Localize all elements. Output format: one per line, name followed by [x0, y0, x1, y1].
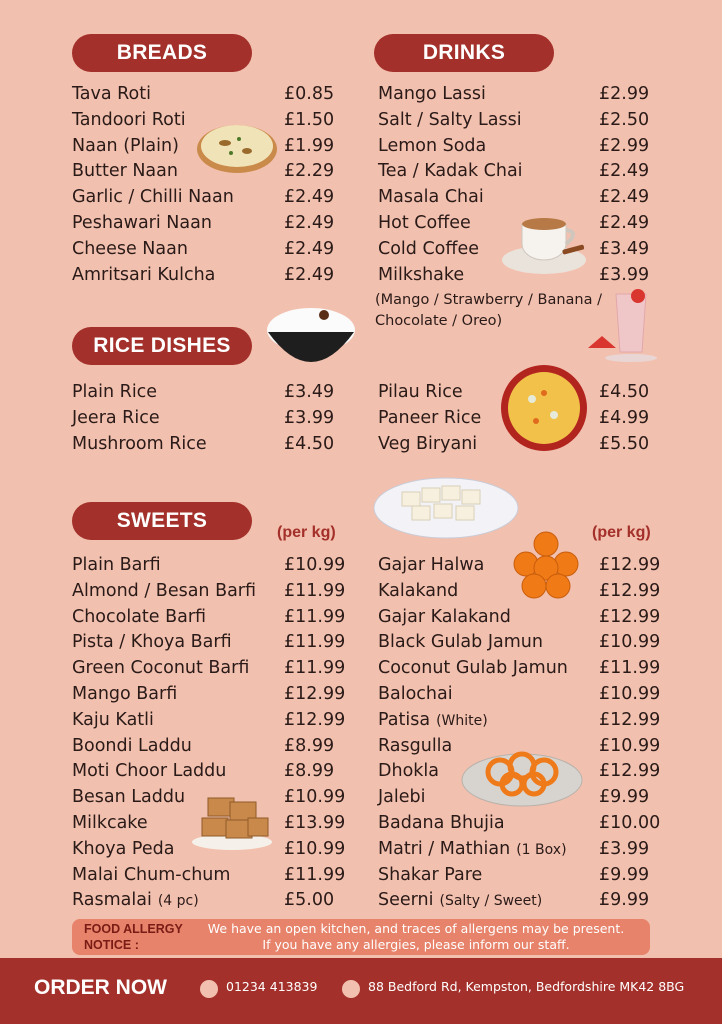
- allergy-notice: [72, 919, 650, 955]
- menu-item-name: Hot Coffee: [378, 212, 471, 233]
- location-pin-icon: [342, 980, 360, 998]
- menu-item-name: Matri / Mathian (1 Box): [378, 838, 567, 859]
- menu-item-price: £10.99: [599, 632, 661, 653]
- menu-item: [378, 837, 658, 863]
- menu-item-name: Seerni (Salty / Sweet): [378, 890, 543, 911]
- menu-item-note: (Salty / Sweet): [439, 893, 543, 910]
- menu-item: [72, 682, 346, 708]
- menu-item-price: £11.99: [284, 632, 346, 653]
- menu-item: [72, 579, 346, 605]
- menu-item-price: £9.99: [599, 787, 650, 808]
- menu-item-note: (4 pc): [157, 893, 199, 910]
- menu-item-name: Chocolate Barfi: [72, 606, 207, 627]
- menu-item-name: Masala Chai: [378, 187, 484, 208]
- menu-item-name: Mango Lassi: [378, 84, 486, 104]
- menu-item-price: £12.99: [599, 555, 661, 575]
- menu-item: [378, 656, 661, 682]
- menu-item: [72, 380, 342, 406]
- barfi-plate-image: [372, 470, 520, 542]
- menu-item: [72, 553, 346, 579]
- milkshake-flavours-note: (Mango / Strawberry / Banana / Chocolate / Oreo): [375, 292, 602, 329]
- menu-item-name: Dhokla: [378, 761, 439, 782]
- sweets-heading: SWEETS: [72, 502, 252, 540]
- menu-item-name: Plain Rice: [72, 382, 158, 402]
- milkcake-image: [190, 790, 274, 852]
- menu-item: [72, 734, 342, 760]
- menu-item-name: Salt / Salty Lassi: [378, 109, 522, 130]
- menu-item-name: Pista / Khoya Barfi: [72, 632, 232, 653]
- allergy-notice-message: [192, 921, 640, 953]
- breads-list: [72, 82, 342, 288]
- laddu-image: [510, 530, 582, 600]
- order-now-label: ORDER NOW: [34, 976, 167, 999]
- naan-image: [195, 115, 279, 177]
- menu-item-price: £11.99: [599, 658, 661, 679]
- menu-item: [378, 888, 658, 914]
- menu-item-name: Kalakand: [378, 580, 459, 601]
- menu-item-name: Jalebi: [378, 787, 426, 808]
- menu-item: [378, 108, 658, 134]
- menu-item-price: £12.99: [599, 761, 661, 782]
- menu-item: [378, 82, 658, 108]
- menu-item-price: £9.99: [599, 890, 650, 911]
- menu-item-price: £0.85: [284, 84, 335, 104]
- menu-item-name: Plain Barfi: [72, 555, 161, 575]
- menu-item-price: £5.50: [599, 433, 650, 454]
- menu-item-price: £3.49: [599, 238, 650, 259]
- allergy-notice-title: FOOD ALLERGY NOTICE :: [84, 922, 183, 952]
- menu-item-name: Mushroom Rice: [72, 433, 207, 454]
- menu-item-price: £10.99: [284, 787, 346, 808]
- address: 88 Bedford Rd, Kempston, Bedfordshire MK42 8BG: [368, 979, 685, 994]
- chai-cup-image: [500, 202, 588, 276]
- menu-item-name: Coconut Gulab Jamun: [378, 658, 568, 679]
- menu-item-price: £12.99: [284, 683, 346, 704]
- menu-item: [378, 863, 658, 889]
- menu-item: [378, 708, 661, 734]
- menu-item-price: £4.99: [599, 407, 650, 428]
- sweets-list-left: [72, 553, 346, 914]
- menu-item-price: £12.99: [599, 606, 661, 627]
- jalebi-image: [460, 738, 584, 810]
- menu-item-price: £2.49: [284, 238, 335, 259]
- menu-item-name: Gajar Kalakand: [378, 606, 511, 627]
- menu-item-name: Pilau Rice: [378, 382, 463, 402]
- breads-heading: BREADS: [72, 34, 252, 72]
- menu-item-price: £11.99: [284, 658, 346, 679]
- menu-item-name: Amritsari Kulcha: [72, 264, 216, 285]
- menu-item: [72, 406, 342, 432]
- menu-item-name: Naan (Plain): [72, 135, 179, 156]
- sweets-list-right: [378, 553, 661, 914]
- menu-item-price: £10.99: [284, 555, 346, 575]
- menu-item-name: Badana Bhujia: [378, 812, 505, 833]
- menu-item-name: Almond / Besan Barfi: [72, 580, 257, 601]
- menu-item-name: Rasmalai (4 pc): [72, 890, 199, 911]
- menu-item-price: £10.99: [284, 838, 346, 859]
- menu-item-price: £3.49: [284, 382, 335, 402]
- menu-item-price: £2.49: [284, 187, 335, 208]
- menu-item-name: Butter Naan: [72, 161, 178, 182]
- phone-icon: [200, 980, 218, 998]
- menu-item-note: (White): [436, 712, 488, 729]
- rice-list-left: [72, 380, 342, 457]
- menu-item: [72, 432, 342, 458]
- allergy-line-2: If you have any allergies, please inform our staff.: [262, 937, 570, 952]
- menu-item-name: Tea / Kadak Chai: [378, 161, 523, 182]
- menu-item: [72, 605, 346, 631]
- menu-item-price: £12.99: [284, 709, 346, 730]
- menu-item-price: £8.99: [284, 761, 335, 782]
- menu-item: [72, 237, 342, 263]
- menu-item-name: Milkcake: [72, 812, 148, 833]
- menu-item-name: Boondi Laddu: [72, 735, 192, 756]
- rice-bowl-image: [264, 302, 358, 376]
- menu-item-price: £4.50: [284, 433, 335, 454]
- menu-item: [378, 811, 661, 837]
- menu-item: [72, 863, 346, 889]
- menu-item-name: Green Coconut Barfi: [72, 658, 250, 679]
- menu-item-name: Lemon Soda: [378, 135, 487, 156]
- menu-item-price: £10.99: [599, 683, 661, 704]
- menu-item-name: Tandoori Roti: [72, 109, 186, 130]
- menu-item-name: Rasgulla: [378, 735, 453, 756]
- menu-item-name: Besan Laddu: [72, 787, 186, 808]
- menu-item-price: £1.50: [284, 109, 335, 130]
- menu-item: [72, 82, 342, 108]
- footer-bar: [0, 958, 722, 1024]
- menu-item-name: Tava Roti: [72, 84, 151, 104]
- menu-item-name: Malai Chum-chum: [72, 864, 231, 885]
- menu-item-name: Moti Choor Laddu: [72, 761, 227, 782]
- menu-item: [72, 656, 346, 682]
- menu-item: [72, 630, 346, 656]
- menu-item-name: Peshawari Naan: [72, 212, 212, 233]
- menu-item-name: Cheese Naan: [72, 238, 188, 259]
- menu-item-name: Milkshake: [378, 264, 465, 285]
- menu-item: [378, 605, 661, 631]
- menu-item-price: £2.49: [284, 212, 335, 233]
- menu-item-price: £2.49: [599, 212, 650, 233]
- menu-item-name: Patisa (White): [378, 709, 488, 730]
- menu-item: [378, 134, 658, 160]
- menu-item-price: £9.99: [599, 864, 650, 885]
- menu-item-price: £2.49: [599, 161, 650, 182]
- menu-item-price: £2.29: [284, 161, 335, 182]
- menu-item-price: £13.99: [284, 812, 346, 833]
- menu-item-price: £3.99: [284, 407, 335, 428]
- per-kg-label-left: (per kg): [277, 524, 336, 541]
- menu-item-price: £10.99: [599, 735, 661, 756]
- menu-item-name: Black Gulab Jamun: [378, 632, 543, 653]
- menu-item-price: £3.99: [599, 264, 650, 285]
- phone-number[interactable]: 01234 413839: [226, 979, 318, 994]
- menu-item-name: Khoya Peda: [72, 838, 175, 859]
- menu-item-name: Cold Coffee: [378, 238, 479, 259]
- menu-item-name: Jeera Rice: [72, 407, 160, 428]
- menu-item-name: Balochai: [378, 683, 453, 704]
- menu-item-price: £2.99: [599, 84, 650, 104]
- menu-item: [72, 263, 342, 289]
- biryani-image: [500, 363, 588, 453]
- menu-item-price: £12.99: [599, 709, 661, 730]
- menu-item: [378, 159, 658, 185]
- menu-item-price: £1.99: [284, 135, 335, 156]
- menu-item-price: £11.99: [284, 606, 346, 627]
- menu-item-price: £8.99: [284, 735, 335, 756]
- menu-item: [378, 630, 661, 656]
- menu-item-name: Garlic / Chilli Naan: [72, 187, 234, 208]
- milkshake-image: [582, 288, 674, 364]
- menu-item-price: £4.50: [599, 382, 650, 402]
- menu-item: [72, 185, 342, 211]
- allergy-line-1: We have an open kitchen, and traces of allergens may be present.: [207, 921, 625, 936]
- menu-item-price: £5.00: [284, 890, 335, 911]
- menu-item-price: £3.99: [599, 838, 650, 859]
- menu-item-price: £12.99: [599, 580, 661, 601]
- rice-dishes-heading: RICE DISHES: [72, 327, 252, 365]
- menu-item-price: £11.99: [284, 580, 346, 601]
- menu-item-name: Shakar Pare: [378, 864, 483, 885]
- menu-item-note: (1 Box): [516, 841, 567, 858]
- menu-item: [72, 708, 346, 734]
- menu-item-name: Gajar Halwa: [378, 555, 485, 575]
- menu-item: [378, 682, 661, 708]
- menu-item-price: £10.00: [599, 812, 661, 833]
- menu-item-name: Paneer Rice: [378, 407, 482, 428]
- menu-item-price: £2.49: [284, 264, 335, 285]
- menu-item: [72, 759, 342, 785]
- drinks-heading: DRINKS: [374, 34, 554, 72]
- menu-item: [72, 211, 342, 237]
- menu-item-price: £2.49: [599, 187, 650, 208]
- menu-item-name: Mango Barfi: [72, 683, 178, 704]
- menu-item-price: £11.99: [284, 864, 346, 885]
- menu-item: [72, 888, 342, 914]
- menu-item-price: £2.99: [599, 135, 650, 156]
- menu-item-name: Veg Biryani: [378, 433, 478, 454]
- per-kg-label-right: (per kg): [592, 524, 651, 541]
- menu-item-price: £2.50: [599, 109, 650, 130]
- menu-item-name: Kaju Katli: [72, 709, 154, 730]
